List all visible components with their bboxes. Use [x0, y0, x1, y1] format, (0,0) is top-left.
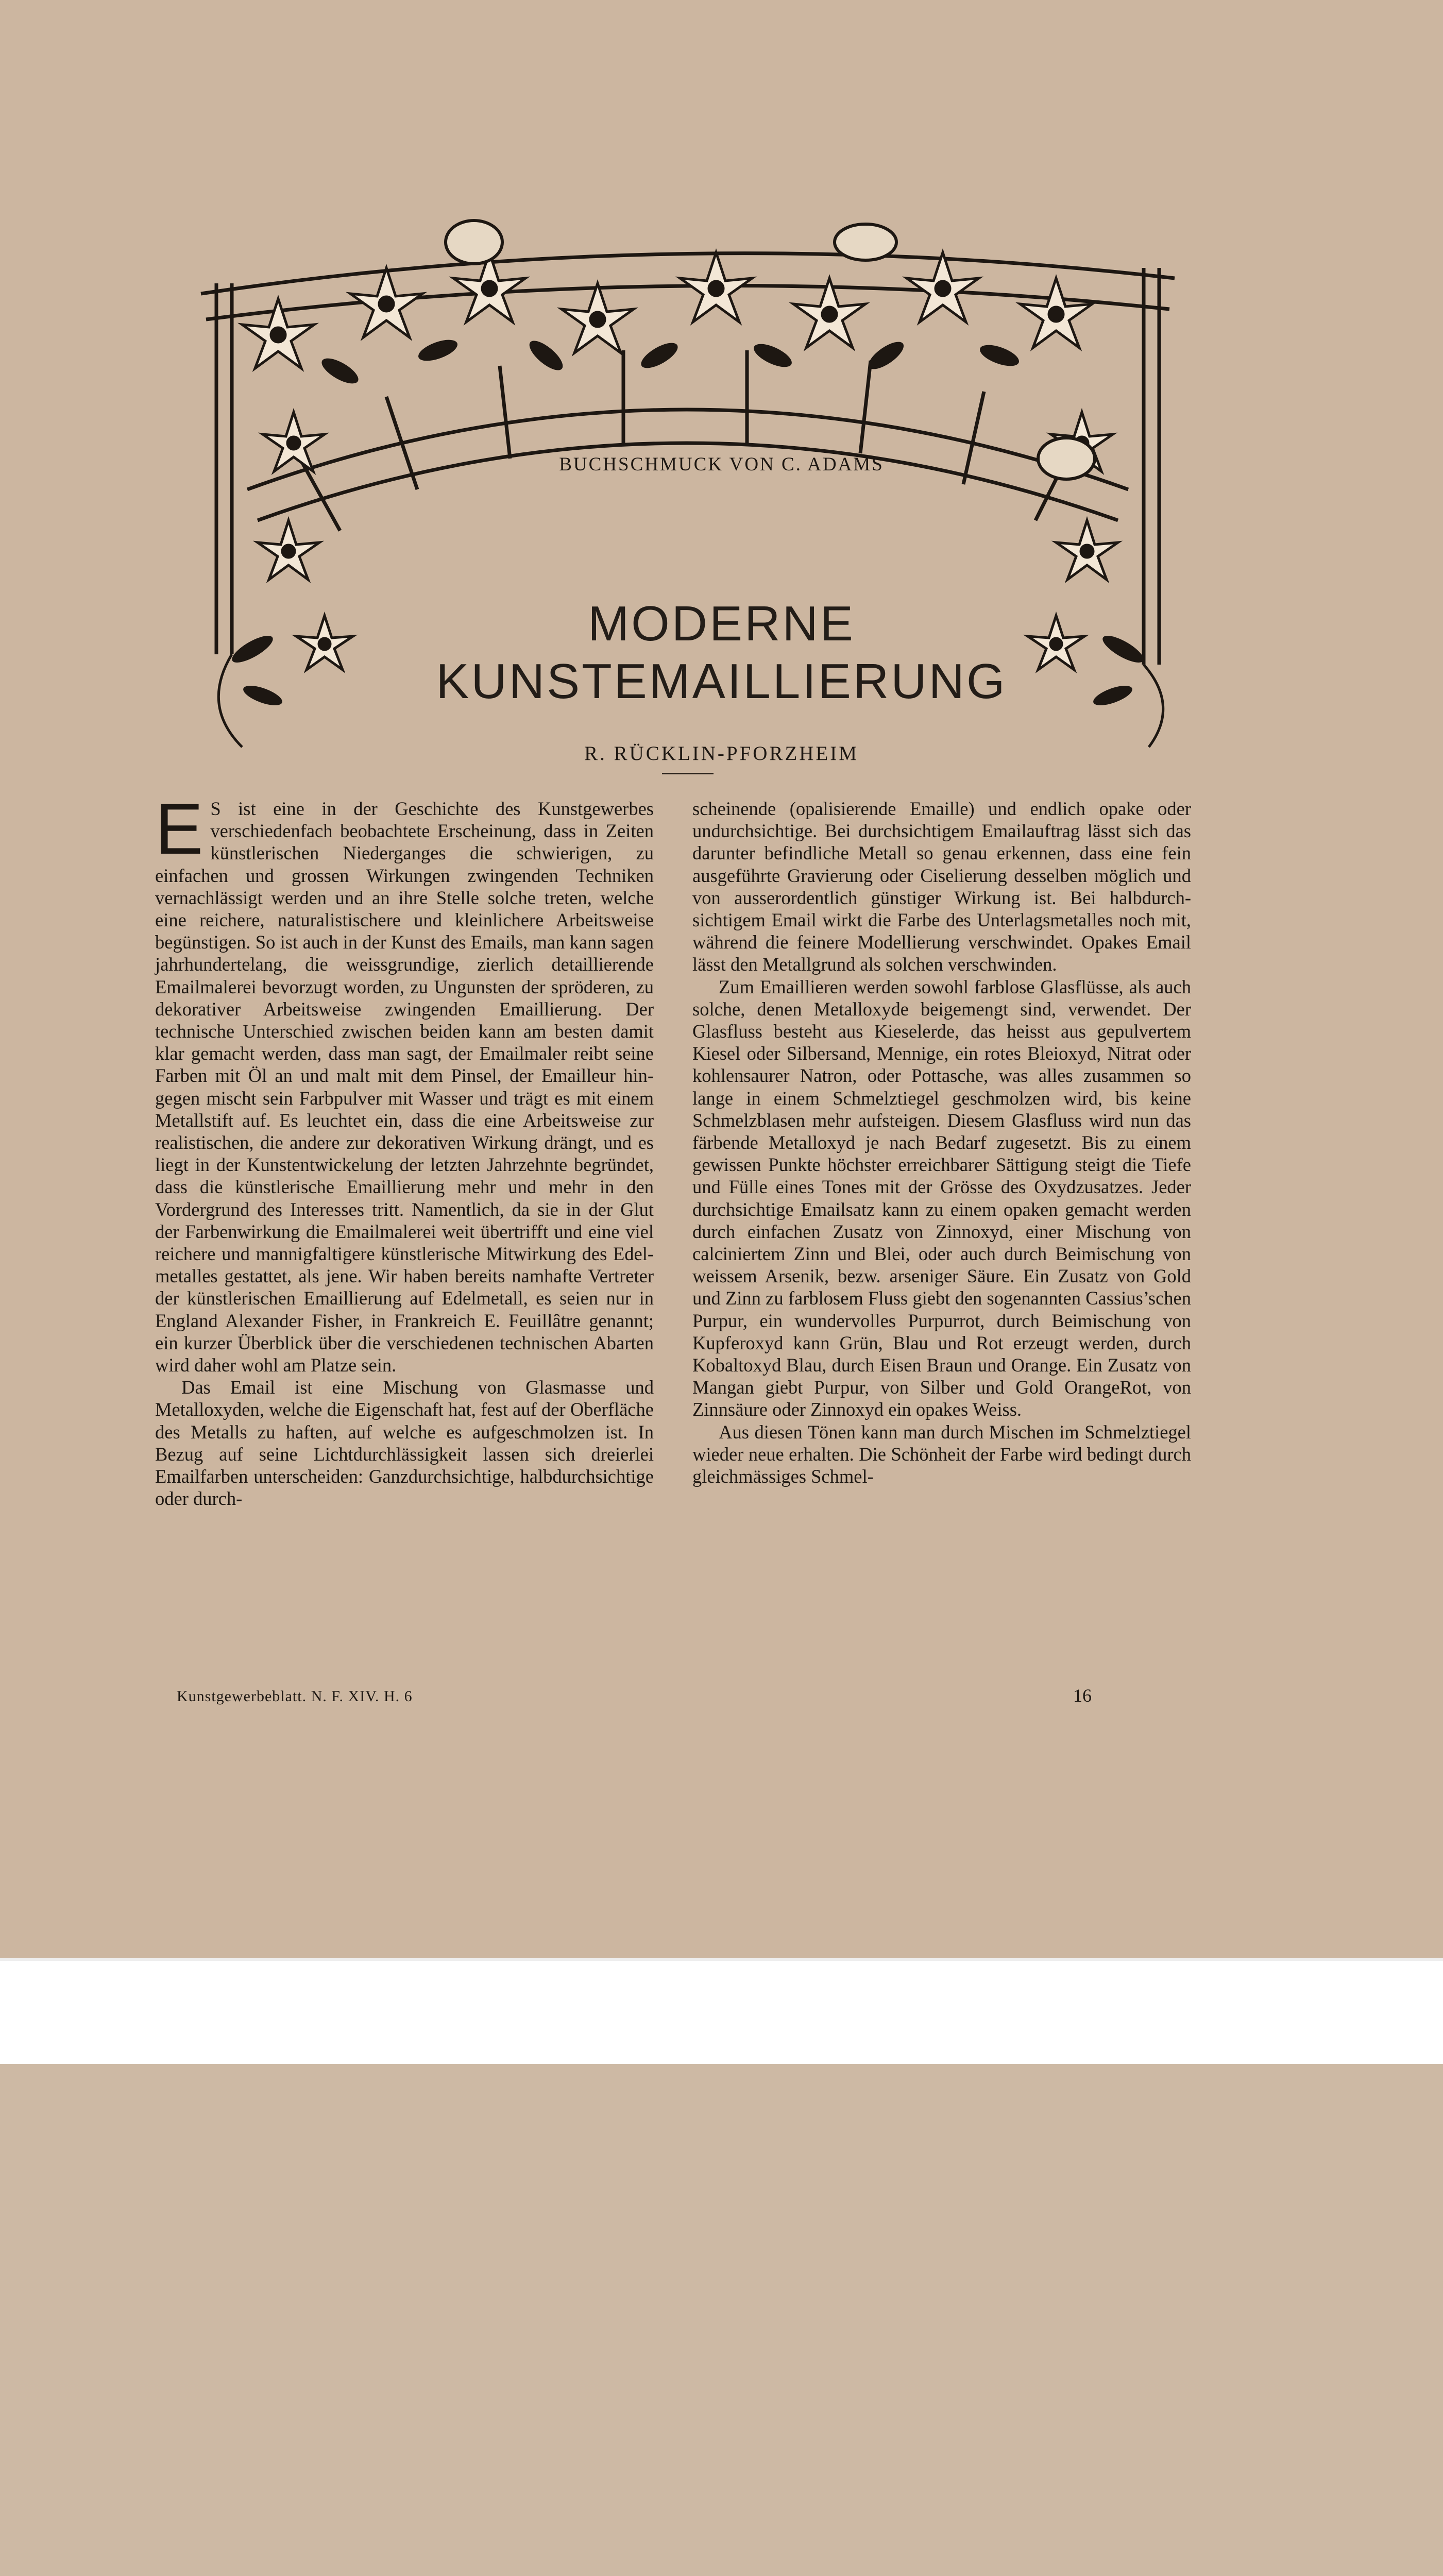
journal-footer: Kunstgewerbeblatt. N. F. XIV. H. 6: [177, 1688, 413, 1705]
title-divider: [662, 773, 714, 774]
paragraph: [155, 788, 654, 1376]
page-number: 16: [1073, 1685, 1092, 1706]
ornament-credit: BUCHSCHMUCK VON C. ADAMS: [559, 454, 884, 475]
paragraph: Aus diesen Tönen kann man durch Mischen im Schmelztiegel wieder neue erhalten. Die Schönheit der Farbe wird bedingt durch gleichmässiges Schmel-: [692, 1421, 1191, 1487]
paragraph: Zum Emaillieren werden sowohl farblose Glasflüsse, als auch solche, denen Metalloxyde beigemengt sind, verwendet. Der Glasfluss besteht aus Kieselerde, das heisst aus gepulvertem Kiesel oder Silbersand, Mennige, ein rotes Bleioxyd, Nitrat oder kohlensaurer Natron, oder Pottasche, was alles zusammen so lange in einem Schmelztiegel geschmolzen wird, bis keine Schmelzblasen mehr aufsteigen. Diesem Glasfluss wird nun das färbende Metalloxyd je nach Bedarf zugesetzt. Bis zu einem gewissen Punkte höchster erreichbarer Sättigung steigt die Tiefe und Fülle eines Tones mit der Grösse des Oxydzusatzes. Jeder durchsichtige Emailsatz kann zu einem opaken gemacht werden durch einfachen Zusatz von Zinnoxyd, einer Mischung von calciniertem Zinn und Blei, oder auch durch Beimischung von weissem Arsenik, bezw. arseniger Säure. Ein Zusatz von Gold und Zinn zu farblosem Fluss giebt den sogenannten Cassius’schen Purpur, ein wundervolles Purpurrot, durch Beimischung von Kupferoxyd kann Grün, Blau und Rot erzeugt werden, durch Kobaltoxyd Blau, durch Eisen Braun und Orange. Ein Zusatz von Mangan giebt Purpur, von Silber und Gold OrangeRot, von Zinnsäure oder Zinnoxyd ein opakes Weiss.: [692, 976, 1191, 1420]
title-line-2: KUNSTEMAILLIERUNG: [436, 654, 1007, 709]
paragraph-text: S ist eine in der Geschichte des Kunstgewerbes verschiedenfach beobachtete Erscheinung, dass in Zeiten künstlerischen Niederganges die schwierigen, zu einfachen und grossen Wirkungen zwingenden Techniken vernachlässigt werden und an ihre Stelle solche treten, welche eine reichere, naturalistischere und kleinlichere Arbeitsweise begünstigen. So ist auch in der Kunst des Emails, man kann sagen jahrhundertelang, die weissgrundige, zierlich detaillierende Emailmalerei bevorzugt worden, zu Ungunsten der spröderen, zu dekorativer Arbeitsweise zwingenden Emaillierung. Der technische Unterschied zwischen beiden kann am besten damit klar gemacht werden, dass man sagt, der Emailmaler reibt seine Farben mit Öl an und malt mit dem Pinsel, der Emailleur hingegen mischt sein Farbpulver mit Wasser und trägt es mit einem Metallstift auf. Es leuchtet ein, dass die eine Arbeitsweise zur realistischen, die andere zur dekorativen Wirkung drängt, und es liegt in der Kunstentwickelung der letzten Jahrzehnte begründet, dass die künstlerische Emaillierung mehr und mehr in den Vordergrund des Interesses tritt. Namentlich, da sie in der Glut der Farbenwirkung die Emailmalerei weit übertrifft und eine viel reichere und mannigfaltigere künstlerische Mitwirkung des Edelmetalles gestattet, als jene. Wir haben bereits namhafte Vertreter der künstlerischen Emaillierung auf Edelmetall, es seien nur in England Alexander Fisher, in Frankreich E. Feuillâtre genannt; ein kurzer Überblick über die verschiedenen technischen Abarten wird daher wohl am Platze sein.: [155, 798, 654, 1376]
author-line: R. RÜCKLIN-PFORZHEIM: [584, 742, 859, 765]
paragraph: scheinende (opalisierende Emaille) und endlich opake oder undurchsichtige. Bei durchsichtigem Emailauftrag lässt sich das darunter befindliche Metall so genau erkennen, dass eine fein ausgeführte Gravierung oder Ciselierung desselben möglich und von ausserordentlich günstiger Wirkung ist. Bei halbdurchsichtigem Email wirkt die Farbe des Unterlagsmetalles noch mit, während die feinere Modellierung verschwindet. Opakes Email lässt den Metallgrund als solchen verschwinden.: [692, 798, 1191, 975]
paragraph: Das Email ist eine Mischung von Glasmasse und Metalloxyden, welche die Eigenschaft hat, fest auf der Oberfläche des Metalls zu haften, auf welche es aufgeschmolzen ist. In Bezug auf seine Lichtdurchlässigkeit lassen sich dreierlei Emailfarben unterscheiden: Ganzdurchsichtige, halbdurchsichtige oder durch-: [155, 1377, 654, 1510]
digitization-bar: [0, 1961, 1443, 2064]
drop-cap: E: [155, 788, 203, 869]
title-line-1: MODERNE: [588, 596, 855, 651]
text-column-left: [155, 788, 654, 1510]
text-column-right: [692, 798, 1191, 1487]
article-title: [0, 595, 1443, 710]
